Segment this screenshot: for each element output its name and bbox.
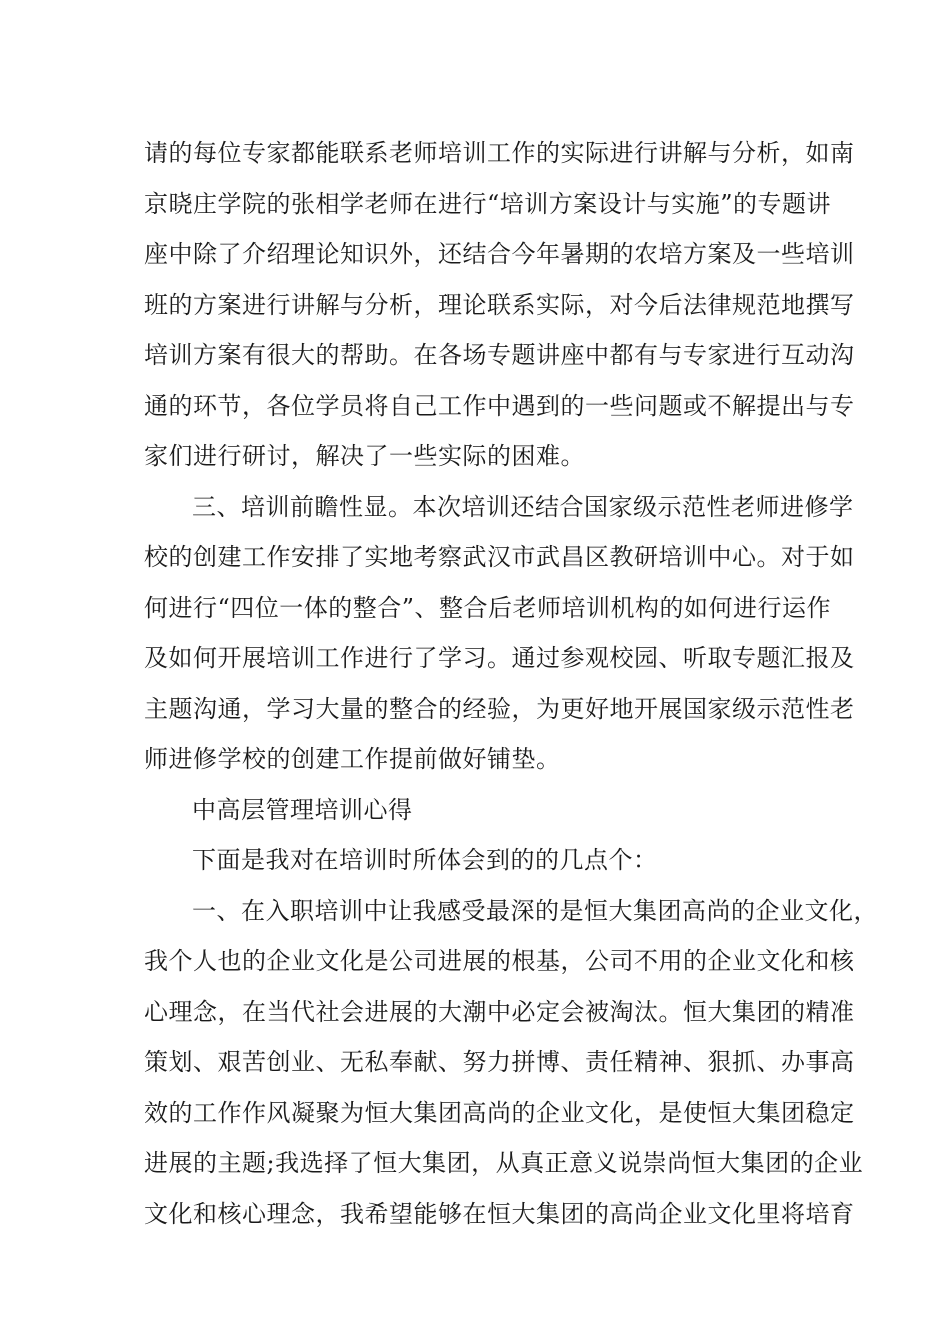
text-line: 京晓庄学院的张相学老师在进行“培训方案设计与实施”的专题讲 [144,189,832,218]
text-line: 校的创建工作安排了实地考察武汉市武昌区教研培训中心。对于如 [144,543,855,571]
text-line: 请的每位专家都能联系老师培训工作的实际进行讲解与分析，如南 [144,139,855,167]
text-line: 班的方案进行讲解与分析，理论联系实际，对今后法律规范地撰写 [144,290,855,319]
paragraph [144,835,820,886]
document-body [144,128,878,1239]
paragraph [144,886,878,1240]
section-heading [144,785,820,836]
text-line: 中高层管理培训心得 [192,795,413,824]
text-line: 通的环节，各位学员将自己工作中遇到的一些问题或不解提出与专 [144,391,855,420]
text-line: 策划、艰苦创业、无私奉献、努力拼博、责任精神、狠抓、办事高 [144,1048,855,1076]
text-line: 文化和核心理念，我希望能够在恒大集团的高尚企业文化里将培育 [144,1199,855,1228]
paragraph [144,482,855,785]
text-line: 家们进行研讨，解决了一些实际的困难。 [144,442,585,470]
text-line: 及如何开展培训工作进行了学习。通过参观校园、听取专题汇报及 [144,644,855,672]
text-line: 培训方案有很大的帮助。在各场专题讲座中都有与专家进行互动沟 [144,341,855,369]
text-line: 效的工作作风凝聚为恒大集团高尚的企业文化，是使恒大集团稳定 [144,1098,855,1127]
text-line: 师进修学校的创建工作提前做好铺垫。 [144,745,561,773]
text-line: 三、培训前瞻性显。本次培训还结合国家级示范性老师进修学 [192,492,854,521]
text-line: 我个人也的企业文化是公司进展的根基，公司不用的企业文化和核 [144,947,855,975]
text-line: 进展的主题;我选择了恒大集团，从真正意义说崇尚恒大集团的企业 [144,1149,864,1177]
text-line: 心理念，在当代社会进展的大潮中必定会被淘汰。恒大集团的精准 [144,997,855,1026]
text-line: 座中除了介绍理论知识外，还结合今年暑期的农培方案及一些培训 [144,240,855,268]
text-line: 下面是我对在培训时所体会到的的几点个： [192,846,658,874]
paragraph [144,128,855,482]
text-line: 一、在入职培训中让我感受最深的是恒大集团高尚的企业文化， [192,896,878,925]
text-line: 主题沟通，学习大量的整合的经验，为更好地开展国家级示范性老 [144,694,855,723]
text-line: 何进行“四位一体的整合”、整合后老师培训机构的如何进行运作 [144,593,832,622]
